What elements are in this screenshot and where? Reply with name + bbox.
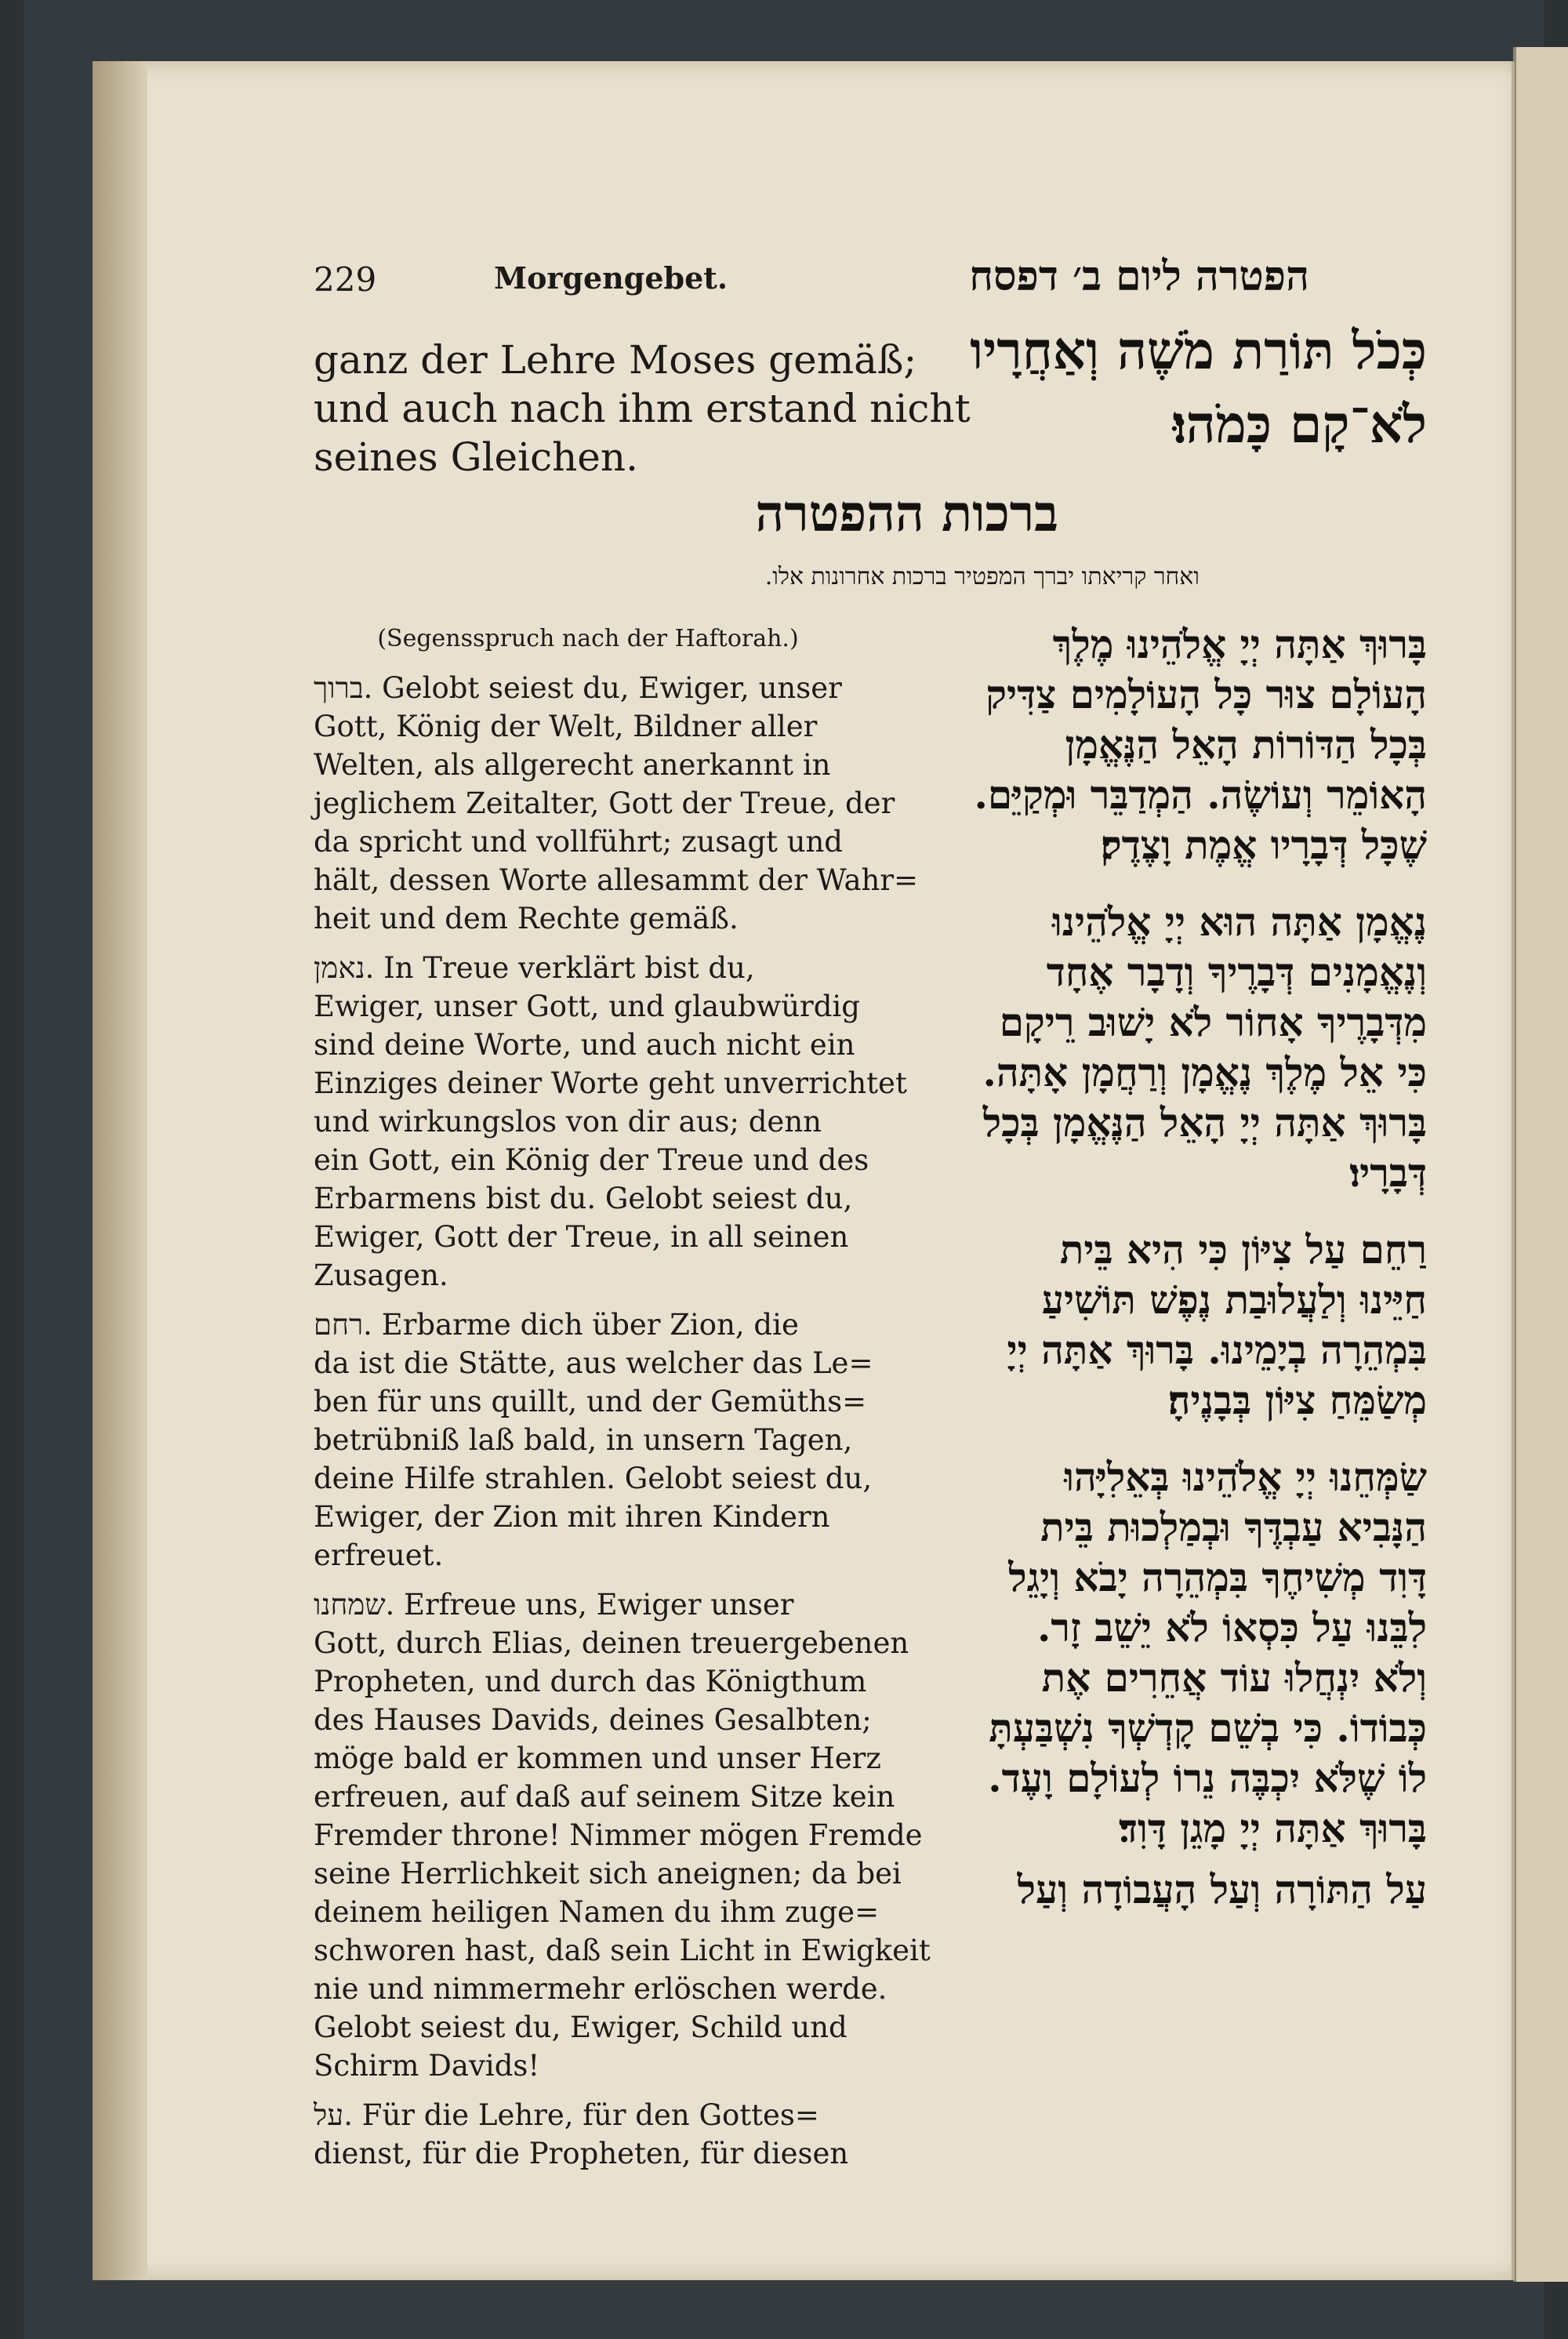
german-paragraph	[314, 1585, 931, 2085]
top-hebrew-line: לֹא־קָם כָּמֹהוּ׃	[1172, 394, 1427, 455]
german-line: jeglichem Zeitalter, Gott der Treue, der	[314, 786, 895, 820]
german-line: Erbarmens bist du. Gelobt seiest du,	[314, 1182, 853, 1215]
hebrew-paragraph	[831, 619, 1427, 870]
next-page-edge	[1513, 47, 1568, 2282]
hebrew-line: שַׂמְּחֵנוּ יְיָ אֱלֹהֵינוּ בְּאֵלִיָּהוּ	[1064, 1454, 1427, 1500]
hebrew-line: הָעוֹלָם צוּר כָּל הָעוֹלָמִים צַדִּיק	[985, 671, 1427, 717]
hebrew-line: בָּרוּךְ אַתָּה יְיָ אֱלֹהֵינוּ מֶלֶךְ	[1052, 621, 1427, 667]
hebrew-line: כְּבוֹדוֹ. כִּי בְשֵׁם קָדְשְׁךָ נִשְׁבַּעְתָּ	[989, 1705, 1427, 1751]
page-number: 229	[314, 260, 377, 299]
hebrew-line: רַחֵם עַל צִיּוֹן כִּי הִיא בֵּית	[1059, 1226, 1427, 1273]
hebrew-paragraph	[831, 1452, 1427, 1854]
german-paragraph	[314, 949, 907, 1295]
german-paragraph	[314, 2096, 862, 2173]
german-line: sind deine Worte, und auch nicht ein	[314, 1028, 855, 1062]
german-line: erfreuen, auf daß auf seinem Sitze kein	[314, 1780, 895, 1814]
german-line: und wirkungslos von dir aus; denn	[314, 1105, 822, 1139]
german-line: על. Für die Lehre, für den Gottes=	[314, 2098, 819, 2132]
hebrew-line: בְּכָל הַדּוֹרוֹת הָאֵל הַנֶּאֱמָן	[1065, 721, 1427, 768]
hebrew-column	[831, 619, 1427, 1915]
top-german-line: seines Gleichen.	[314, 434, 638, 480]
german-line: Gott, König der Welt, Bildner aller	[314, 710, 818, 743]
german-line: ben für uns quillt, und der Gemüths=	[314, 1385, 867, 1418]
german-line: נאמן. In Treue verklärt bist du,	[314, 951, 755, 985]
hebrew-line: עַל הַתּוֹרָה וְעַל הָעֲבוֹדָה וְעַל	[1017, 1866, 1427, 1912]
hebrew-line: לִבֵּנוּ עַל כִּסְאוֹ לֹא יֵשֵׁב זָר.	[1036, 1604, 1427, 1651]
page-gutter	[93, 61, 147, 2280]
hebrew-line: מְשַׂמֵּחַ צִיּוֹן בְּבָנֶיהָ׃	[1167, 1377, 1427, 1423]
hebrew-line: הַנָּבִיא עַבְדֶּךָ וּבְמַלְכוּת בֵּית	[1040, 1504, 1427, 1550]
hebrew-paragraph	[831, 1225, 1427, 1426]
german-line: hält, dessen Worte allesammt der Wahr=	[314, 863, 919, 897]
german-line: seine Herrlichkeit sich aneignen; da bei	[314, 1857, 902, 1890]
top-hebrew-line: כְּכֹל תּוֹרַת מֹשֶׁה וְאַחֲרָיו	[970, 320, 1427, 381]
german-line: da spricht und vollführt; zusagt und	[314, 825, 843, 859]
german-line: Ewiger, Gott der Treue, in all seinen	[314, 1220, 849, 1254]
hebrew-line: בִּמְהֵרָה בְיָמֵינוּ. בָּרוּךְ אַתָּה יְיָ	[1007, 1327, 1427, 1373]
german-line: schworen hast, daß sein Licht in Ewigkeit	[314, 1934, 931, 1967]
top-german-line: und auch nach ihm erstand nicht	[314, 386, 971, 431]
german-line: שמחנו. Erfreue uns, Ewiger unser	[314, 1588, 794, 1622]
hebrew-line: דְּבָרָיו׃	[1349, 1150, 1427, 1196]
hebrew-line: שֶׁכָּל דְּבָרָיו אֱמֶת וָצֶדֶק׃	[1100, 822, 1427, 868]
hebrew-paragraph	[831, 897, 1427, 1198]
hebrew-line: בָּרוּךְ אַתָּה יְיָ הָאֵל הַנֶּאֱמָן בְּכָל	[982, 1099, 1427, 1146]
blessing-heading: ברכות ההפטרה	[755, 485, 1058, 543]
german-line: deinem heiligen Namen du ihm zuge=	[314, 1895, 880, 1929]
german-line: deine Hilfe strahlen. Gelobt seiest du,	[314, 1462, 873, 1495]
german-line: betrübniß laß bald, in unsern Tagen,	[314, 1423, 853, 1457]
german-line: dienst, für die Propheten, für diesen	[314, 2137, 849, 2170]
hebrew-line: כִּי אֵל מֶלֶךְ נֶאֱמָן וְרַחֲמָן אָתָּה.	[982, 1049, 1427, 1095]
hebrew-running-title: הפטרה ליום ב׳ דפסח	[969, 252, 1309, 300]
hebrew-line: דָּוִד מְשִׁיחֶךָ בִּמְהֵרָה יָבֹא וְיָגֵל	[1008, 1554, 1427, 1600]
german-paragraph	[314, 669, 919, 938]
hebrew-line: נֶאֱמָן אַתָּה הוּא יְיָ אֱלֹהֵינוּ	[1051, 899, 1427, 945]
german-line: des Hauses Davids, deines Gesalbten;	[314, 1703, 872, 1737]
hebrew-line: מִדְּבָרֶיךָ אָחוֹר לֹא יָשׁוּב רֵיקָם	[999, 999, 1427, 1045]
hebrew-line: בָּרוּךְ אַתָּה יְיָ מָגֵן דָּוִד׃	[1119, 1805, 1427, 1851]
german-line: erfreuet.	[314, 1538, 444, 1572]
german-column	[314, 619, 931, 2173]
german-line: Fremder throne! Nimmer mögen Fremde	[314, 1818, 923, 1852]
hebrew-line: חַיֵּינוּ וְלַעֲלוּבַת נֶפֶשׁ תּוֹשִׁיעַ	[1041, 1277, 1427, 1323]
running-title: Morgengebet.	[494, 260, 728, 296]
top-german-line: ganz der Lehre Moses gemäß;	[314, 337, 917, 383]
german-paragraph	[314, 1306, 873, 1574]
german-line: Welten, als allgerecht anerkannt in	[314, 748, 831, 782]
instruction-line: ואחר קריאתו יברך המפטיר ברכות אחרונות אלו.	[764, 563, 1200, 590]
german-line: Propheten, und durch das Königthum	[314, 1665, 867, 1698]
hebrew-paragraph	[831, 1865, 1427, 1915]
german-line: Gott, durch Elias, deinen treuergebenen	[314, 1626, 909, 1660]
hebrew-line: לוֹ שֶׁלֹּא יִכְבֶּה נֵרוֹ לְעוֹלָם וָעֶד.	[988, 1755, 1427, 1801]
german-line: Einziges deiner Worte geht unverrichtet	[314, 1066, 907, 1100]
german-line: רחם. Erbarme dich über Zion, die	[314, 1308, 799, 1342]
german-line: da ist die Stätte, aus welcher das Le=	[314, 1346, 873, 1380]
hebrew-line: הָאוֹמֵר וְעוֹשֶׂה. הַמְדַבֵּר וּמְקַיֵּם.	[974, 772, 1427, 818]
german-line: heit und dem Rechte gemäß.	[314, 902, 739, 935]
german-line: Ewiger, der Zion mit ihren Kindern	[314, 1500, 830, 1534]
german-line: Schirm Davids!	[314, 2049, 540, 2083]
german-line: möge bald er kommen und unser Herz	[314, 1742, 881, 1775]
german-line: ein Gott, ein König der Treue und des	[314, 1143, 869, 1177]
german-line: ברוך. Gelobt seiest du, Ewiger, unser	[314, 671, 842, 705]
german-line: Gelobt seiest du, Ewiger, Schild und	[314, 2010, 848, 2044]
hebrew-line: וְנֶאֱמָנִים דְּבָרֶיךָ וְדָבָר אֶחָד	[1046, 949, 1427, 995]
german-subtitle: (Segensspruch nach der Haftorah.)	[377, 625, 799, 652]
german-line: nie und nimmermehr erlöschen werde.	[314, 1972, 887, 2006]
german-line: Zusagen.	[314, 1258, 448, 1292]
german-line: Ewiger, unser Gott, und glaubwürdig	[314, 990, 860, 1023]
hebrew-line: וְלֹא יִנְחֲלוּ עוֹד אֲחֵרִים אֶת	[1041, 1654, 1427, 1701]
